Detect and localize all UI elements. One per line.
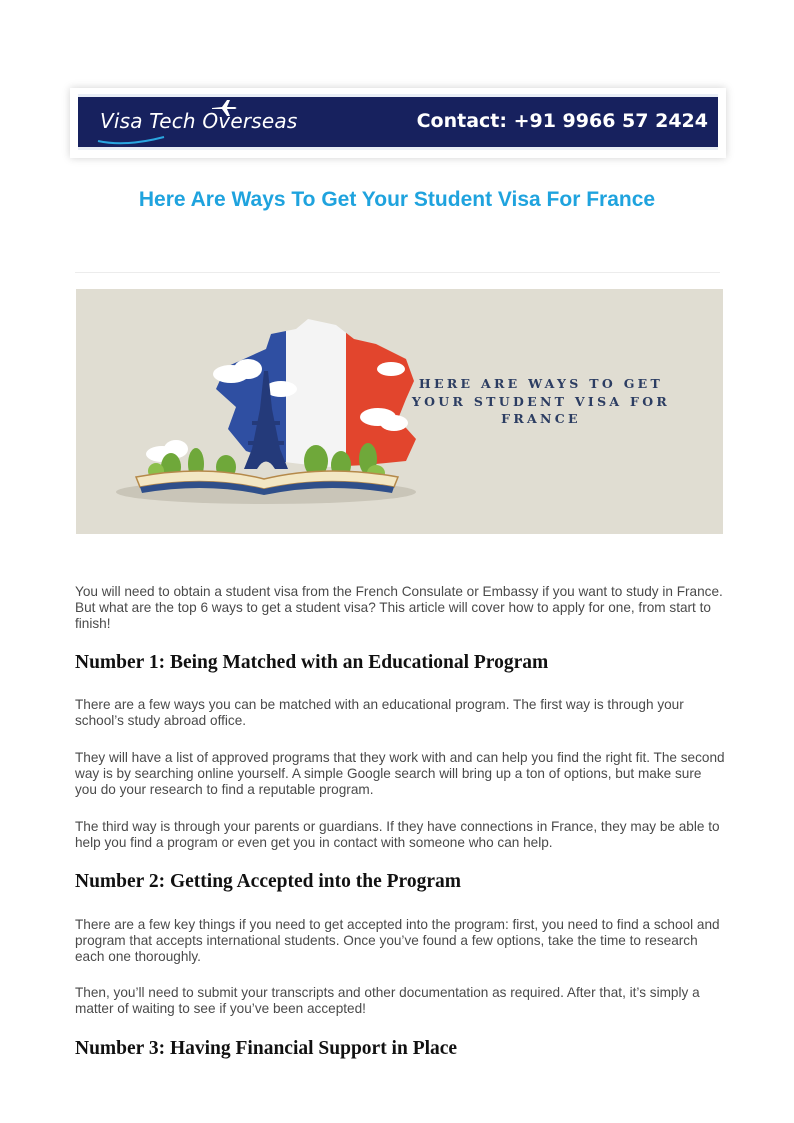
hero-line-2: YOUR STUDENT VISA FOR [411,393,671,409]
hero-image [76,289,723,534]
intro-paragraph: You will need to obtain a student visa from the French Consulate or Embassy if you want to study in France. But what are the top 6 ways to get a student visa? This article will cover how to apply for one, from start to finish! [75,584,723,631]
section-2-heading: Number 2: Getting Accepted into the Program [75,871,461,892]
section-1-paragraph-1: There are a few ways you can be matched with an educational program. The first way is through your school’s study abroad office. [75,697,684,728]
divider [75,272,720,273]
section-1-paragraph-3: The third way is through your parents or guardians. If they have connections in France, they may be able to help you find a program or even get you in contact with someone who can help. [75,819,720,850]
hero-line-3: FRANCE [501,411,581,426]
header-banner [70,88,726,158]
logo-swoosh [96,135,166,145]
section-3-heading: Number 3: Having Financial Support in Place [75,1038,458,1059]
contact-phone[interactable]: Contact: +91 9966 57 2424 [416,110,708,132]
banner-bar [78,94,718,150]
hero-heading [381,375,701,428]
section-1-heading: Number 1: Being Matched with an Educational Program [75,652,549,673]
brand-logo[interactable] [100,109,297,133]
section-2-paragraph-2: Then, you’ll need to submit your transcripts and other documentation as required. After that, it’s simply a matter of waiting to see if you’ve been accepted! [75,985,700,1016]
brand-name: Visa Tech Overseas [100,109,298,133]
page-title: Here Are Ways To Get Your Student Visa For France [138,188,656,211]
section-2-paragraph-1: There are a few key things if you need to get accepted into the program: first, you need to find a school and program that accepts international students. Once you’ve found a few options, take the time to research each one thoroughly. [75,917,720,964]
airplane-icon [210,99,238,117]
hero-line-1: HERE ARE WAYS TO GET [418,376,664,391]
section-1-paragraph-2: They will have a list of approved programs that they work with and can help you find the right fit. The second way is by searching online yourself. A simple Google search will bring up a ton of options, but make sure you do your research to find a reputable program. [75,750,725,797]
